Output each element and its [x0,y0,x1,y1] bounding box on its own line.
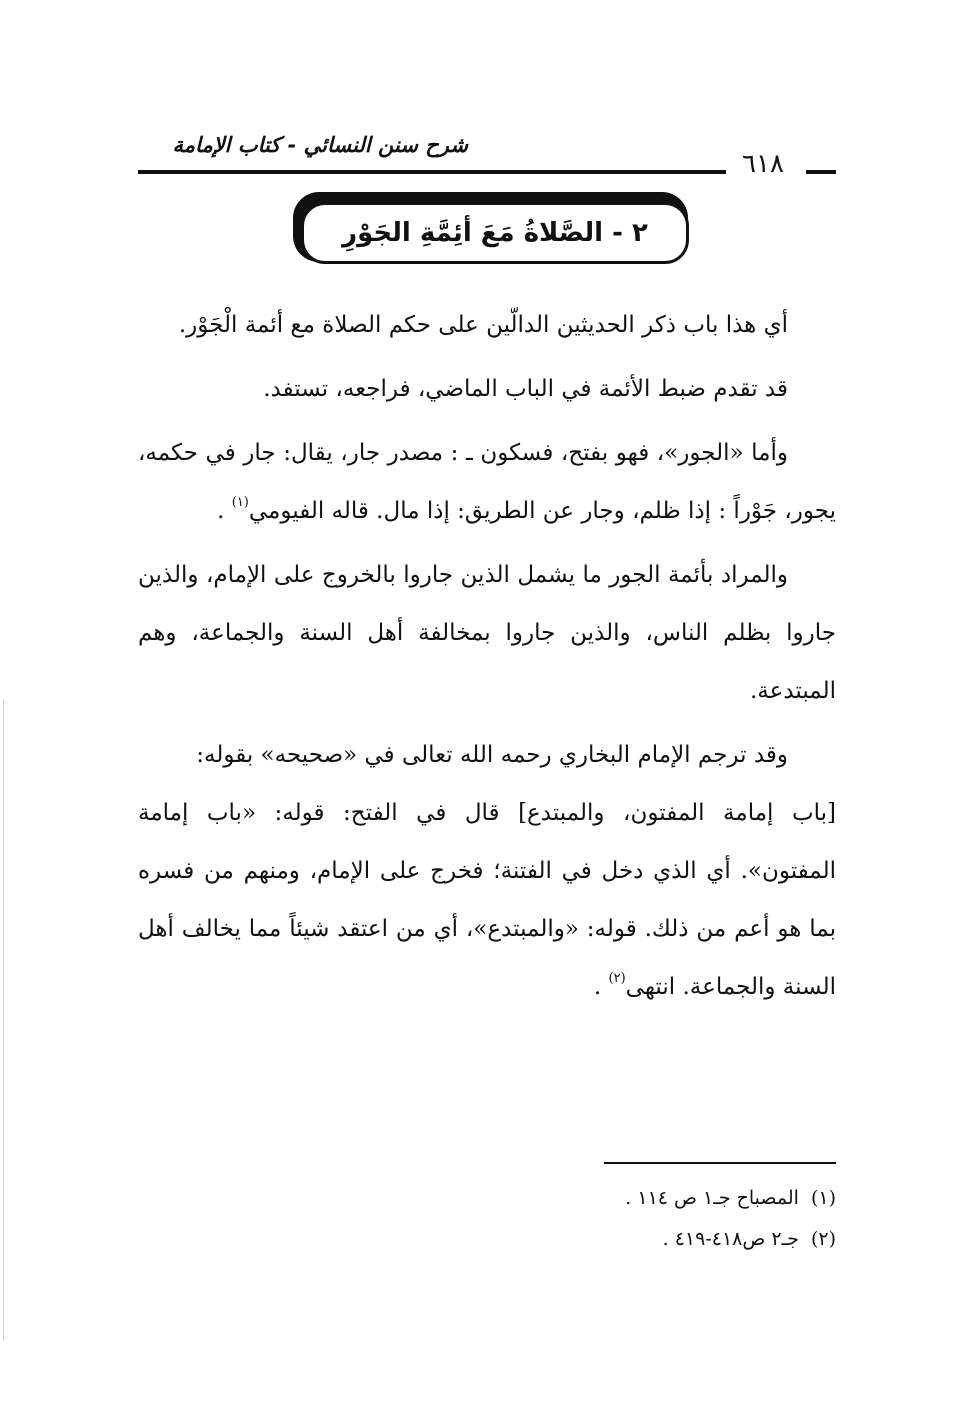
scan-edge-line [3,700,4,1340]
footnote-marker: (٢) [810,1228,836,1250]
paragraph-text: والمراد بأئمة الجور ما يشمل الذين جاروا بالخروج على الإمام، والذين جاروا بظلم الناس، والذين جاروا بمخالفة أهل السنة والجماعة، وهم المبتدعة. [138,562,836,704]
paragraph-reference [138,360,836,418]
paragraph-text: وقد ترجم الإمام البخاري رحمه الله تعالى في «صحيحه» بقوله: [196,742,788,768]
footnote-ref-1[interactable]: (١) [231,495,249,510]
footnote-2 [138,1219,836,1260]
paragraph-quote [138,784,836,1016]
footnotes [138,1178,836,1260]
footnote-1 [138,1178,836,1219]
paragraph-bukhari [138,726,836,784]
paragraph-text: أي هذا باب ذكر الحديثين الدالّين على حكم الصلاة مع أئمة الْجَوْر. [178,312,788,338]
footnote-separator [604,1162,836,1164]
header-rule-short [806,170,836,174]
body-text [138,296,836,1022]
footnote-text: جـ٢ ص٤١٨-٤١٩ . [662,1228,799,1250]
sentence-end: . [217,498,225,524]
paragraph-text: وأما «الجور»، فهو بفتح، فسكون ـ : مصدر جار، يقال: جار في حكمه، يجور، جَوْراً : إذا ظلم، وجار عن الطريق: إذا مال. قاله الفيومي [138,440,836,524]
paragraph-meaning [138,546,836,720]
header-rule [138,170,726,174]
footnote-text: المصباح جـ١ ص ١١٤ . [625,1187,799,1209]
paragraph-definition [138,424,836,540]
running-header-title: شرح سنن النسائي - كتاب الإمامة [172,133,468,157]
page-number: ٦١٨ [742,149,784,179]
sentence-end: . [593,974,602,1000]
paragraph-intro [138,296,836,354]
footnote-marker: (١) [810,1187,836,1209]
footnote-ref-2[interactable]: (٢) [608,971,626,986]
paragraph-text: قد تقدم ضبط الأئمة في الباب الماضي، فراجعه، تستفد. [263,376,788,402]
chapter-heading: ٢ - الصَّلاةُ مَعَ أئِمَّةِ الجَوْرِ [301,202,689,264]
paragraph-text: [باب إمامة المفتون، والمبتدع] قال في الفتح: قوله: «باب إمامة المفتون». أي الذي دخل في الفتنة؛ فخرج على الإمام، ومنهم من فسره بما هو أعم من ذلك. قوله: «والمبتدع»، أي من اعتقد شيئاً مما يخالف أهل السنة والجماعة. انتهى [138,800,836,1000]
